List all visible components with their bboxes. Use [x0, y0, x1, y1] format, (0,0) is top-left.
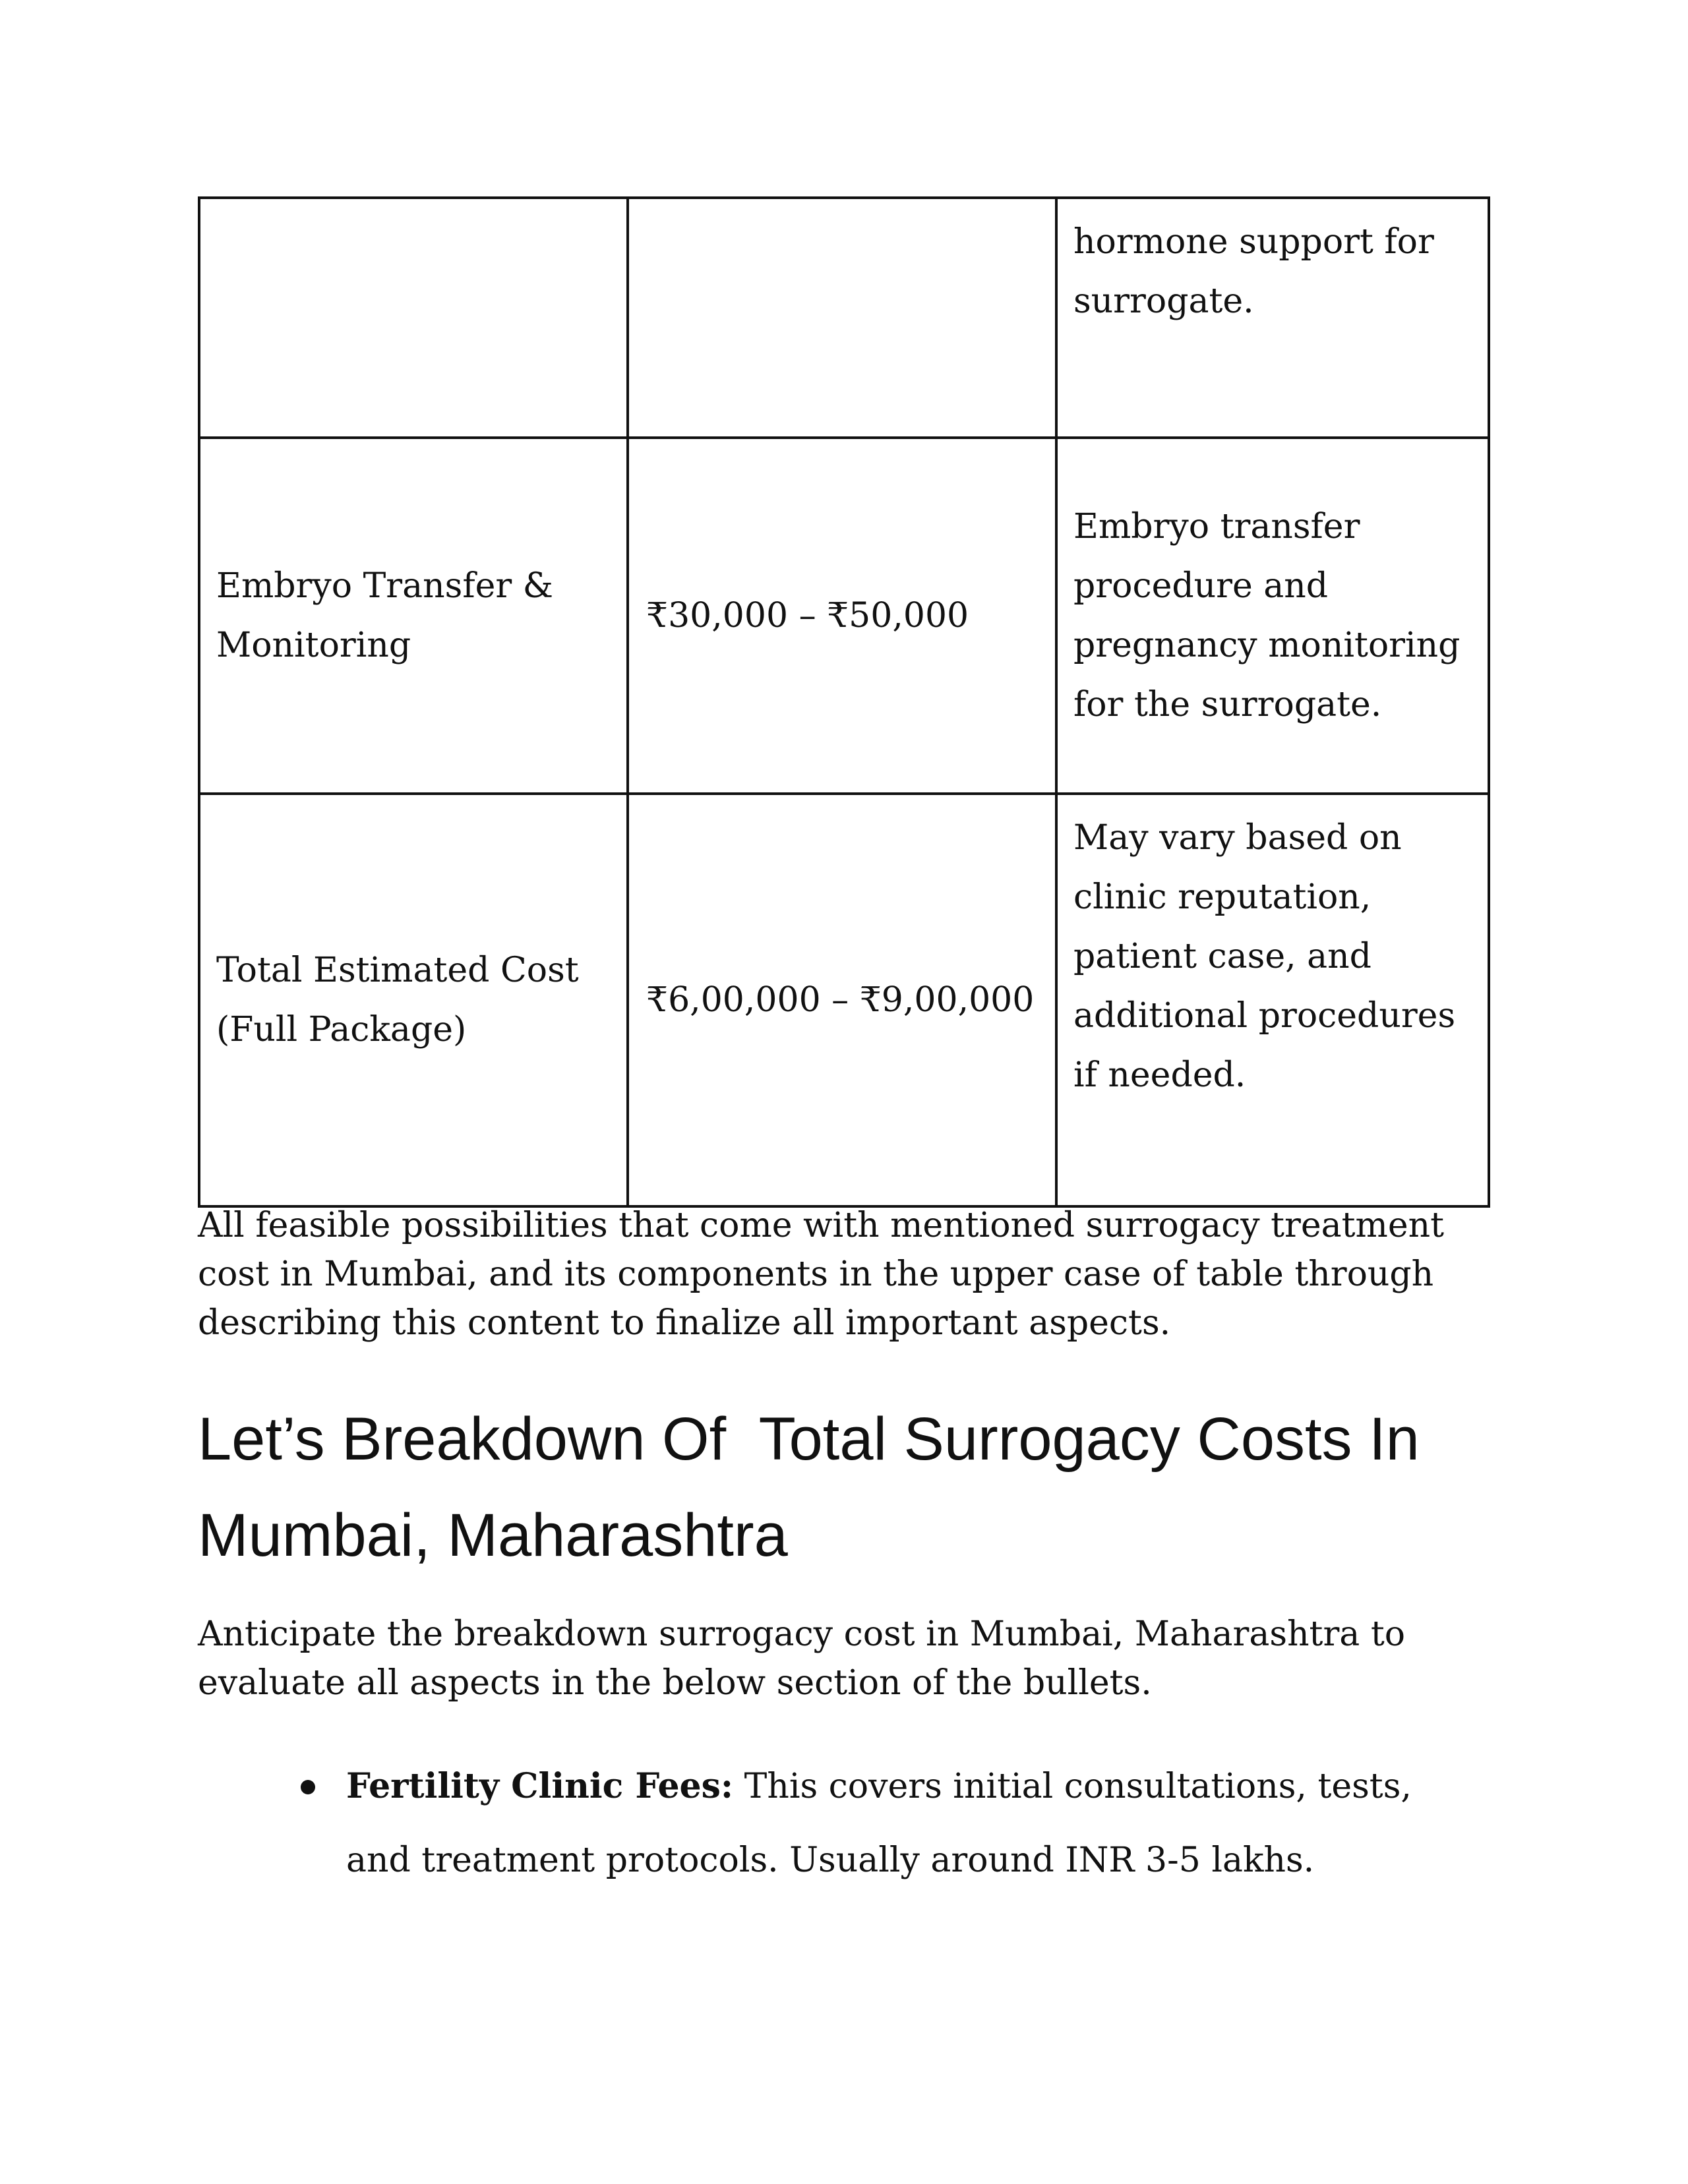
- table-cell-component: [199, 198, 628, 438]
- table-cell-component: Embryo Transfer & Monitoring: [199, 438, 628, 794]
- table-row: [199, 438, 1489, 794]
- table-cell-details: hormone support for surrogate.: [1056, 198, 1489, 438]
- table-row: [199, 198, 1489, 438]
- cost-table: [198, 196, 1490, 1208]
- bullet-text: This covers initial consultations, tests, and treatment protocols. Usually around INR 3-5 lakhs.: [346, 1767, 1412, 1880]
- table-cell-cost: ₹6,00,000 – ₹9,00,000: [628, 794, 1056, 1206]
- table-cell-details: Embryo transfer procedure and pregnancy monitoring for the surrogate.: [1056, 438, 1489, 794]
- table-cell-cost: [628, 198, 1056, 438]
- table-row: [199, 794, 1489, 1206]
- bullet-list: [198, 1750, 1484, 1897]
- table-cell-details: May vary based on clinic reputation, patient case, and additional procedures if needed.: [1056, 794, 1489, 1206]
- table-caption: All feasible possibilities that come with mentioned surrogacy treatment cost in Mumbai, and its components in the upper case of table through describing this content to finalize all important aspects.: [198, 1206, 1445, 1343]
- bullet-icon: [301, 1780, 315, 1794]
- table-cell-component: Total Estimated Cost (Full Package): [199, 794, 628, 1206]
- table-cell-cost: ₹30,000 – ₹50,000: [628, 438, 1056, 794]
- section-heading: Let’s Breakdown Of Total Surrogacy Costs In Mumbai, Maharashtra: [198, 1405, 1437, 1569]
- section-intro: Anticipate the breakdown surrogacy cost in Mumbai, Maharashtra to evaluate all aspects in the below section of the bullets.: [198, 1614, 1406, 1703]
- bullet-term: Fertility Clinic Fees:: [346, 1766, 734, 1806]
- list-item: [198, 1750, 1484, 1897]
